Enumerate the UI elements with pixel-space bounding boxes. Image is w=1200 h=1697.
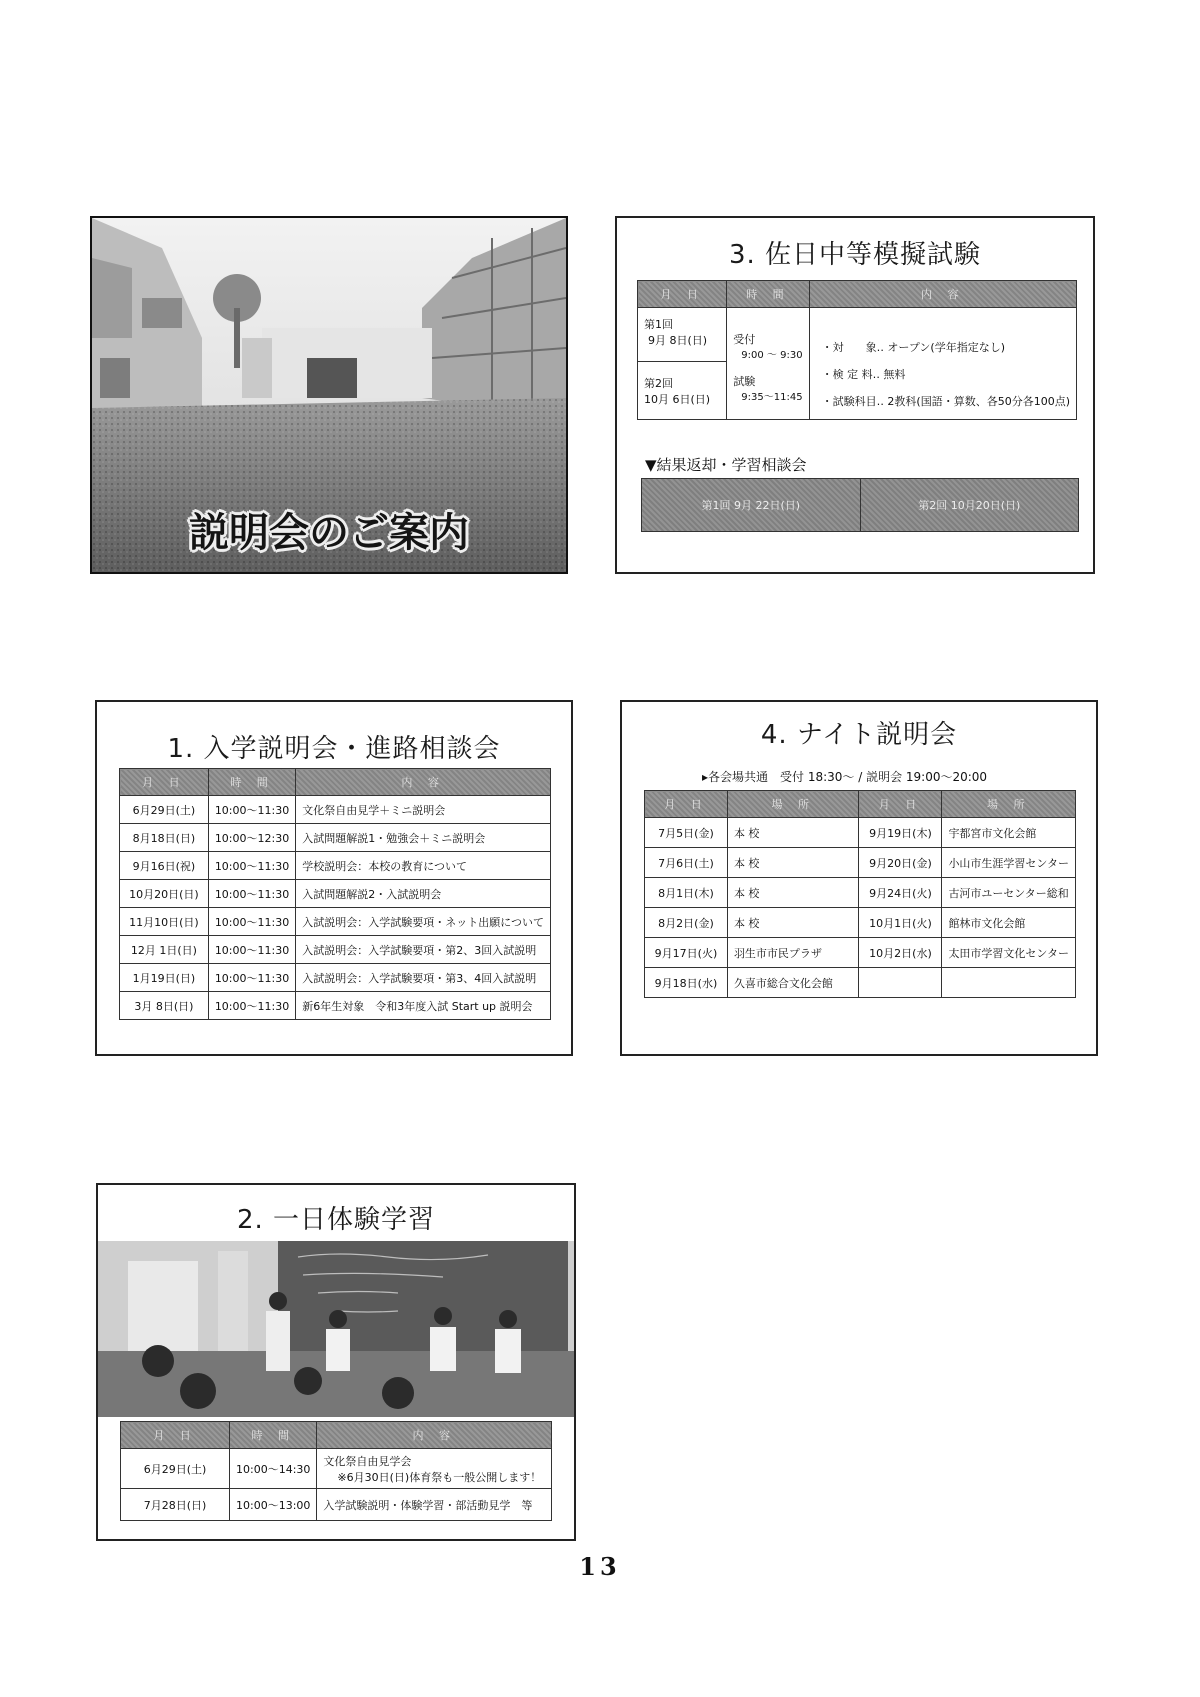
- table-row: [645, 878, 1076, 908]
- header-date: 月 日: [121, 1422, 230, 1449]
- row-date-1: 8月2日(金): [645, 908, 728, 938]
- mock-exam-table: [637, 280, 1077, 420]
- row-place-2: 古河市ユーセンター総和: [942, 878, 1076, 908]
- row-content: 入学試験説明・体験学習・部活動見学 等: [317, 1489, 552, 1521]
- row-date: 6月29日(土): [121, 1449, 230, 1489]
- trial-lesson-table: [120, 1421, 552, 1521]
- row-place-1: 本 校: [727, 878, 859, 908]
- row-date-2: 10月1日(火): [859, 908, 942, 938]
- row-content: 入試説明会：入学試験要項・第3、4回入試説明: [296, 964, 551, 992]
- header-time: 時 間: [727, 281, 809, 308]
- table-row: [645, 908, 1076, 938]
- header-date-1: 月 日: [645, 791, 728, 818]
- row-date-2: 10月2日(水): [859, 938, 942, 968]
- session1-label: 第1回: [644, 318, 673, 331]
- row-content-main: 文化祭自由見学会: [323, 1454, 412, 1468]
- cover-title: 説明会のご案内: [189, 510, 469, 556]
- header-date: 月 日: [638, 281, 727, 308]
- slide-title: 1. 入学説明会・進路相談会: [167, 734, 501, 764]
- row-place-1: 羽生市市民プラザ: [727, 938, 859, 968]
- session2-label: 第2回: [644, 376, 673, 390]
- reception-time: 9:00 ～ 9:30: [741, 350, 803, 361]
- header-place-1: 場 所: [727, 791, 859, 818]
- exam-label: 試験: [733, 375, 756, 388]
- row-date-2: 9月20日(金): [859, 848, 942, 878]
- row-date-1: 9月17日(火): [645, 938, 728, 968]
- session2-cell: [638, 362, 727, 420]
- admission-table: [119, 768, 551, 1020]
- table-row: [121, 1489, 552, 1521]
- row-place-1: 本 校: [727, 848, 859, 878]
- session2-date: 10月 6日(日): [644, 392, 711, 406]
- row-date-1: 7月6日(土): [645, 848, 728, 878]
- row-time: 10:00～14:30: [230, 1449, 317, 1489]
- detail-cell: [809, 308, 1076, 420]
- detail-subjects: ・試験科目‥ 2教科(国語・算数、各50分各100点): [821, 395, 1070, 408]
- row-date-1: 8月1日(木): [645, 878, 728, 908]
- row-place-1: 本 校: [727, 818, 859, 848]
- slide-title: 3. 佐日中等模擬試験: [728, 240, 982, 270]
- cover-slide: [90, 216, 568, 574]
- row-date-1: 7月5日(金): [645, 818, 728, 848]
- table-row: [120, 908, 551, 936]
- detail-fee: ・検 定 料‥ 無料: [821, 368, 906, 381]
- row-content: [317, 1449, 552, 1489]
- header-content: 内 容: [317, 1422, 552, 1449]
- row-time: 10:00～11:30: [208, 796, 295, 824]
- row-content: 入試問題解説1・勉強会＋ミニ説明会: [296, 824, 551, 852]
- night-session-slide: [620, 700, 1098, 1056]
- table-row: [120, 824, 551, 852]
- row-time: 10:00～11:30: [208, 964, 295, 992]
- reception-label: 受付: [733, 333, 756, 346]
- row-content: 入試問題解説2・入試説明会: [296, 880, 551, 908]
- row-time: 10:00～11:30: [208, 880, 295, 908]
- page-number: 13: [579, 1552, 621, 1581]
- row-place-1: 本 校: [727, 908, 859, 938]
- table-row: [120, 852, 551, 880]
- row-content: 文化祭自由見学＋ミニ説明会: [296, 796, 551, 824]
- header-content: 内 容: [809, 281, 1076, 308]
- row-content: 新6年生対象 令和3年度入試 Start up 説明会: [296, 992, 551, 1020]
- row-date: 10月20日(日): [120, 880, 209, 908]
- row-time: 10:00～12:30: [208, 824, 295, 852]
- admission-slide: [95, 700, 573, 1056]
- table-row: [645, 938, 1076, 968]
- row-place-2: [942, 968, 1076, 998]
- results-title: ▼結果返却・学習相談会: [645, 456, 807, 474]
- row-date: 9月16日(祝): [120, 852, 209, 880]
- row-place-2: 館林市文化会館: [942, 908, 1076, 938]
- trial-lesson-slide: [96, 1183, 576, 1541]
- row-time: 10:00～13:00: [230, 1489, 317, 1521]
- table-row: [120, 936, 551, 964]
- row-date-2: 9月24日(火): [859, 878, 942, 908]
- classroom-photo: [98, 1241, 574, 1417]
- row-place-1: 久喜市総合文化会館: [727, 968, 859, 998]
- header-time: 時 間: [208, 769, 295, 796]
- header-date-2: 月 日: [859, 791, 942, 818]
- results-bar: [641, 478, 1079, 532]
- row-date-2: [859, 968, 942, 998]
- row-date: 3月 8日(日): [120, 992, 209, 1020]
- table-row: [645, 968, 1076, 998]
- row-place-2: 宇都宮市文化会館: [942, 818, 1076, 848]
- table-row: [121, 1449, 552, 1489]
- header-time: 時 間: [230, 1422, 317, 1449]
- row-time: 10:00～11:30: [208, 908, 295, 936]
- exam-time: 9:35～11:45: [741, 392, 803, 403]
- row-place-2: 小山市生涯学習センター: [942, 848, 1076, 878]
- table-row: [120, 964, 551, 992]
- row-date: 1月19日(日): [120, 964, 209, 992]
- row-date: 11月10日(日): [120, 908, 209, 936]
- slide-title: 4. ナイト説明会: [760, 720, 958, 750]
- header-content: 内 容: [296, 769, 551, 796]
- table-row: [645, 848, 1076, 878]
- results-session2: 第2回 10月20日(日): [860, 479, 1079, 531]
- row-date-2: 9月19日(木): [859, 818, 942, 848]
- row-content: 学校説明会：本校の教育について: [296, 852, 551, 880]
- row-content: 入試説明会：入学試験要項・ネット出願について: [296, 908, 551, 936]
- row-time: 10:00～11:30: [208, 852, 295, 880]
- header-date: 月 日: [120, 769, 209, 796]
- header-place-2: 場 所: [942, 791, 1076, 818]
- results-session1: 第1回 9月 22日(日): [642, 479, 860, 531]
- row-place-2: 太田市学習文化センター: [942, 938, 1076, 968]
- session1-cell: [638, 308, 727, 362]
- table-row: [120, 796, 551, 824]
- table-row: [645, 818, 1076, 848]
- table-row: [120, 992, 551, 1020]
- table-row: [120, 880, 551, 908]
- row-date: 6月29日(土): [120, 796, 209, 824]
- time-cell: [727, 308, 809, 420]
- detail-target: ・対 象‥ オープン(学年指定なし): [821, 341, 1006, 354]
- row-content: 入試説明会：入学試験要項・第2、3回入試説明: [296, 936, 551, 964]
- row-date: 12月 1日(日): [120, 936, 209, 964]
- row-time: 10:00～11:30: [208, 992, 295, 1020]
- slide-title: 2. 一日体験学習: [236, 1205, 436, 1235]
- row-date-1: 9月18日(水): [645, 968, 728, 998]
- row-date: 7月28日(日): [121, 1489, 230, 1521]
- slide-subtitle: ▸各会場共通 受付 18:30～ / 説明会 19:00～20:00: [702, 770, 988, 784]
- row-date: 8月18日(日): [120, 824, 209, 852]
- row-time: 10:00～11:30: [208, 936, 295, 964]
- night-session-table: [644, 790, 1076, 998]
- session1-date: 9月 8日(日): [648, 334, 708, 347]
- row-content-note: ※6月30日(日)体育祭も一般公開します！: [337, 1470, 542, 1484]
- mock-exam-slide: [615, 216, 1095, 574]
